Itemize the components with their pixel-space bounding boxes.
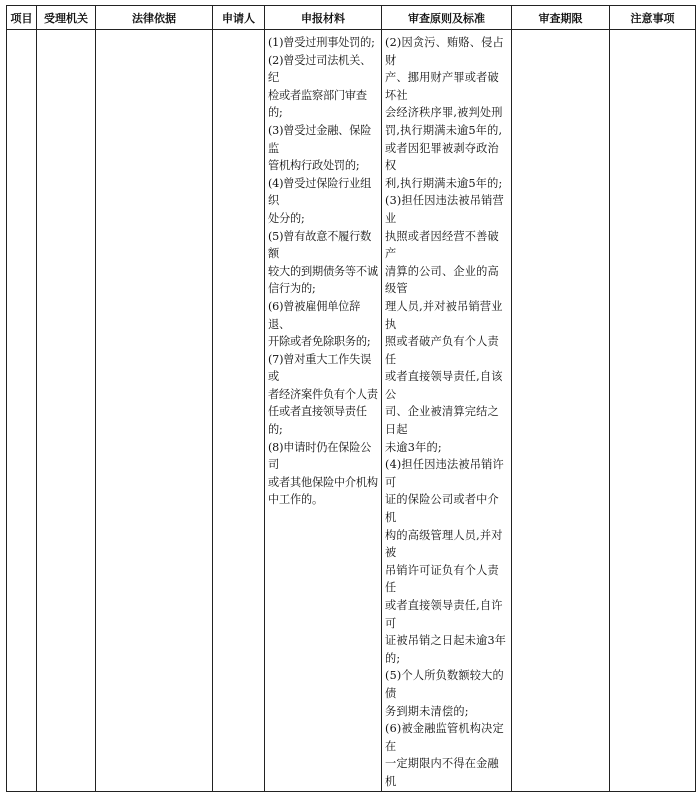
header-accepting-authority: 受理机关 — [37, 6, 96, 30]
header-review-principles: 审查原则及标准 — [382, 6, 512, 30]
cell-applicant — [213, 30, 265, 792]
cell-legal-basis-text — [96, 30, 212, 34]
cell-review-principles — [382, 30, 512, 792]
cell-accepting-authority — [37, 30, 96, 792]
materials-text: (1)曾受过刑事处罚的; (2)曾受过司法机关、纪 检或者监察部门审查的; (3)曾受过金融、保险监 管机构行政处罚的; (4)曾受过保险行业组织 处分的; (5)曾有故意不履行数额 较大的到期债务等不诚 信行为的; (6)曾被雇佣单位辞退、 开除或者免除职务的; (7)曾对重大工作失误或 者经济案件负有个人责 任或者直接领导责任的; (8)申请时仍在保险公司 或者其他保险中介机构 中工作的。 — [268, 36, 378, 507]
header-legal-basis: 法律依据 — [96, 6, 213, 30]
cell-applicant-text — [213, 30, 264, 34]
cell-legal-basis — [96, 30, 213, 792]
cell-notes-text — [610, 30, 695, 34]
cell-project — [7, 30, 37, 792]
header-application-materials: 申报材料 — [265, 6, 382, 30]
table-header-row — [7, 6, 696, 30]
criteria-text: (2)因贪污、贿赂、侵占财 产、挪用财产罪或者破坏社 会经济秩序罪,被判处刑 罚,执行期满未逾5年的, 或者因犯罪被剥夺政治权 利,执行期满未逾5年的; (3)担任因违法被吊销营业 执照或者因经营不善破产 清算的公司、企业的高级管 理人员,并对被吊销营业执 照或者破产负有个人责任 或者直接领导责任,自该公 司、企业被清算完结之日起 未逾3年的; (4)担任因违法被吊销许可 证的保险公司或者中介机 构的高级管理人员,并对被 吊销许可证负有个人责任 或者直接领导责任,自许可 证被吊销之日起未逾3年 的; (5)个人所负数额较大的债 务到期未清偿的; (6)被金融监管机构决定在 一定期限内不得在金融机 — [385, 36, 507, 788]
cell-review-period — [512, 30, 610, 792]
cell-project-text — [7, 30, 36, 34]
cell-application-materials — [265, 30, 382, 792]
review-standards-table — [6, 5, 696, 792]
cell-period-text — [512, 30, 609, 34]
header-project: 项目 — [7, 6, 37, 30]
header-notes: 注意事项 — [610, 6, 696, 30]
header-review-period: 审查期限 — [512, 6, 610, 30]
cell-notes — [610, 30, 696, 792]
header-applicant: 申请人 — [213, 6, 265, 30]
table-row — [7, 30, 696, 792]
cell-authority-text — [37, 30, 95, 34]
